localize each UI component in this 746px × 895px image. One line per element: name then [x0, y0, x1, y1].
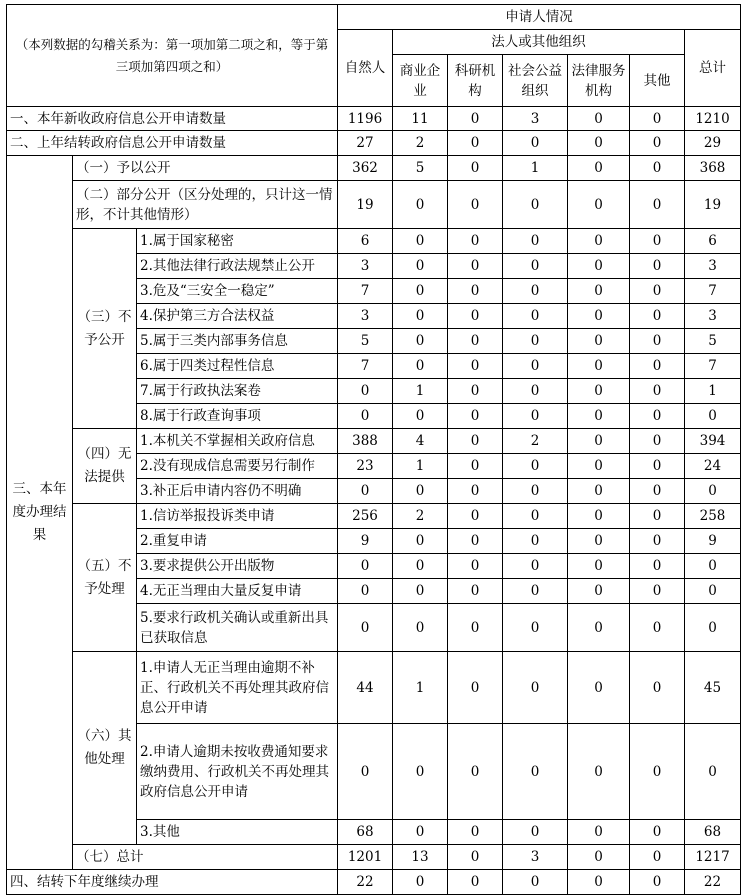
value-cell: 0: [448, 652, 503, 724]
value-cell: 0: [448, 529, 503, 554]
value-cell: 0: [568, 156, 630, 181]
row-label: （一）予以公开: [73, 156, 338, 181]
group-not-disclosed: （三）不予公开: [73, 229, 137, 429]
row-label: 1.属于国家秘密: [137, 229, 338, 254]
value-cell: 0: [568, 229, 630, 254]
value-cell: 0: [503, 652, 568, 724]
row-label: 2.重复申请: [137, 529, 338, 554]
value-cell: 0: [630, 304, 685, 329]
value-cell: 0: [503, 404, 568, 429]
value-cell: 0: [393, 404, 448, 429]
row-label: 4.保护第三方合法权益: [137, 304, 338, 329]
value-cell: 27: [338, 131, 393, 156]
value-cell: 0: [630, 504, 685, 529]
value-cell: 0: [568, 429, 630, 454]
value-cell: 0: [568, 181, 630, 229]
value-cell: 0: [338, 724, 393, 820]
value-cell: 7: [685, 279, 741, 304]
value-cell: 0: [503, 870, 568, 895]
value-cell: 0: [685, 724, 741, 820]
row-label: （二）部分公开（区分处理的，只计这一情形，不计其他情形）: [73, 181, 338, 229]
value-cell: 4: [393, 429, 448, 454]
value-cell: 0: [630, 820, 685, 845]
value-cell: 1196: [338, 107, 393, 131]
value-cell: 9: [338, 529, 393, 554]
value-cell: 0: [630, 554, 685, 579]
value-cell: 1210: [685, 107, 741, 131]
value-cell: 368: [685, 156, 741, 181]
value-cell: 0: [448, 479, 503, 504]
row-label: 1.申请人无正当理由逾期不补正、行政机关不再处理其政府信息公开申请: [137, 652, 338, 724]
value-cell: 0: [448, 107, 503, 131]
value-cell: 0: [503, 529, 568, 554]
value-cell: 5: [393, 156, 448, 181]
value-cell: 3: [338, 304, 393, 329]
value-cell: 0: [338, 404, 393, 429]
value-cell: 1: [503, 156, 568, 181]
value-cell: 0: [503, 254, 568, 279]
value-cell: 0: [448, 554, 503, 579]
header-other: 其他: [630, 55, 685, 107]
value-cell: 0: [503, 724, 568, 820]
header-note: （本列数据的勾稽关系为：第一项加第二项之和，等于第三项加第四项之和）: [7, 5, 338, 107]
group-not-processed: （五）不予处理: [73, 504, 137, 652]
value-cell: 13: [393, 845, 448, 870]
value-cell: 0: [448, 870, 503, 895]
row-label: 2.其他法律行政法规禁止公开: [137, 254, 338, 279]
value-cell: 0: [568, 454, 630, 479]
value-cell: 0: [568, 579, 630, 604]
value-cell: 0: [393, 870, 448, 895]
value-cell: 0: [630, 181, 685, 229]
value-cell: 0: [630, 454, 685, 479]
value-cell: 0: [448, 181, 503, 229]
section-handling-results: 三、本年度办理结果: [7, 156, 73, 870]
value-cell: 0: [448, 279, 503, 304]
value-cell: 0: [393, 304, 448, 329]
value-cell: 3: [685, 304, 741, 329]
table-row: [7, 156, 741, 181]
value-cell: 0: [630, 429, 685, 454]
value-cell: 29: [685, 131, 741, 156]
value-cell: 0: [630, 379, 685, 404]
value-cell: 0: [393, 604, 448, 652]
value-cell: 0: [448, 845, 503, 870]
value-cell: 5: [685, 329, 741, 354]
value-cell: 0: [393, 329, 448, 354]
value-cell: 0: [685, 479, 741, 504]
value-cell: 45: [685, 652, 741, 724]
value-cell: 256: [338, 504, 393, 529]
value-cell: 0: [503, 379, 568, 404]
value-cell: 5: [338, 329, 393, 354]
value-cell: 0: [503, 504, 568, 529]
value-cell: 0: [630, 529, 685, 554]
table-row: [7, 181, 741, 229]
value-cell: 0: [448, 604, 503, 652]
value-cell: 68: [338, 820, 393, 845]
value-cell: 0: [568, 279, 630, 304]
table-row: [7, 229, 741, 254]
value-cell: 68: [685, 820, 741, 845]
row-label: 8.属于行政查询事项: [137, 404, 338, 429]
row-label: 3.补正后申请内容仍不明确: [137, 479, 338, 504]
header-applicant-status: 申请人情况: [338, 5, 741, 30]
table-row: [7, 107, 741, 131]
row-label: 5.属于三类内部事务信息: [137, 329, 338, 354]
value-cell: 0: [568, 870, 630, 895]
value-cell: 1217: [685, 845, 741, 870]
value-cell: 0: [393, 554, 448, 579]
row-label: 3.其他: [137, 820, 338, 845]
value-cell: 0: [630, 156, 685, 181]
value-cell: 0: [393, 529, 448, 554]
row-label: 二、上年结转政府信息公开申请数量: [7, 131, 338, 156]
value-cell: 7: [338, 279, 393, 304]
value-cell: 0: [393, 354, 448, 379]
value-cell: 0: [630, 329, 685, 354]
value-cell: 258: [685, 504, 741, 529]
value-cell: 0: [448, 724, 503, 820]
value-cell: 0: [338, 554, 393, 579]
value-cell: 0: [568, 504, 630, 529]
value-cell: 0: [568, 529, 630, 554]
value-cell: 0: [393, 579, 448, 604]
value-cell: 0: [630, 131, 685, 156]
value-cell: 3: [503, 845, 568, 870]
value-cell: 0: [630, 724, 685, 820]
value-cell: 0: [393, 279, 448, 304]
value-cell: 0: [448, 404, 503, 429]
header-legal-person-group: 法人或其他组织: [393, 30, 685, 55]
value-cell: 0: [503, 279, 568, 304]
value-cell: 0: [630, 404, 685, 429]
value-cell: 7: [685, 354, 741, 379]
value-cell: 0: [630, 870, 685, 895]
value-cell: 0: [568, 131, 630, 156]
value-cell: 9: [685, 529, 741, 554]
value-cell: 19: [685, 181, 741, 229]
value-cell: 0: [393, 254, 448, 279]
header-social-welfare: 社会公益组织: [503, 55, 568, 107]
value-cell: 0: [503, 131, 568, 156]
value-cell: 0: [503, 604, 568, 652]
value-cell: 0: [338, 579, 393, 604]
value-cell: 0: [568, 379, 630, 404]
value-cell: 0: [448, 429, 503, 454]
table-row: [7, 845, 741, 870]
value-cell: 0: [568, 107, 630, 131]
value-cell: 0: [448, 454, 503, 479]
value-cell: 0: [568, 604, 630, 652]
value-cell: 2: [393, 504, 448, 529]
value-cell: 22: [338, 870, 393, 895]
value-cell: 0: [568, 652, 630, 724]
value-cell: 0: [503, 479, 568, 504]
row-label: 6.属于四类过程性信息: [137, 354, 338, 379]
value-cell: 0: [503, 329, 568, 354]
value-cell: 362: [338, 156, 393, 181]
value-cell: 0: [630, 229, 685, 254]
value-cell: 0: [630, 354, 685, 379]
value-cell: 44: [338, 652, 393, 724]
value-cell: 0: [685, 554, 741, 579]
value-cell: 0: [503, 354, 568, 379]
table-row: [7, 429, 741, 454]
value-cell: 0: [685, 579, 741, 604]
value-cell: 0: [503, 454, 568, 479]
header-research: 科研机构: [448, 55, 503, 107]
value-cell: 0: [338, 479, 393, 504]
value-cell: 0: [448, 304, 503, 329]
value-cell: 0: [338, 379, 393, 404]
value-cell: 0: [338, 604, 393, 652]
value-cell: 0: [630, 604, 685, 652]
value-cell: 24: [685, 454, 741, 479]
row-label: 2.申请人逾期未按收费通知要求缴纳费用、行政机关不再处理其政府信息公开申请: [137, 724, 338, 820]
value-cell: 0: [685, 404, 741, 429]
value-cell: 3: [685, 254, 741, 279]
row-label: 3.危及“三安全一稳定”: [137, 279, 338, 304]
row-label: 一、本年新收政府信息公开申请数量: [7, 107, 338, 131]
value-cell: 0: [448, 254, 503, 279]
value-cell: 0: [448, 354, 503, 379]
value-cell: 0: [568, 304, 630, 329]
value-cell: 0: [503, 181, 568, 229]
value-cell: 0: [568, 479, 630, 504]
row-label: 1.信访举报投诉类申请: [137, 504, 338, 529]
value-cell: 2: [503, 429, 568, 454]
value-cell: 0: [503, 229, 568, 254]
row-label: 3.要求提供公开出版物: [137, 554, 338, 579]
value-cell: 0: [448, 329, 503, 354]
value-cell: 0: [685, 604, 741, 652]
value-cell: 0: [448, 504, 503, 529]
header-legal-service: 法律服务机构: [568, 55, 630, 107]
value-cell: 0: [630, 652, 685, 724]
value-cell: 6: [685, 229, 741, 254]
table-row: [7, 652, 741, 724]
row-label: 2.没有现成信息需要另行制作: [137, 454, 338, 479]
gov-info-disclosure-table: [6, 4, 741, 895]
value-cell: 0: [568, 404, 630, 429]
value-cell: 0: [568, 724, 630, 820]
value-cell: 1: [393, 652, 448, 724]
value-cell: 0: [568, 845, 630, 870]
value-cell: 3: [338, 254, 393, 279]
value-cell: 0: [568, 820, 630, 845]
value-cell: 0: [393, 181, 448, 229]
row-label: 1.本机关不掌握相关政府信息: [137, 429, 338, 454]
value-cell: 0: [630, 107, 685, 131]
value-cell: 0: [568, 354, 630, 379]
value-cell: 0: [448, 579, 503, 604]
value-cell: 0: [393, 479, 448, 504]
value-cell: 0: [630, 845, 685, 870]
value-cell: 0: [568, 554, 630, 579]
value-cell: 0: [393, 820, 448, 845]
value-cell: 6: [338, 229, 393, 254]
value-cell: 0: [503, 579, 568, 604]
value-cell: 22: [685, 870, 741, 895]
header-commercial: 商业企业: [393, 55, 448, 107]
value-cell: 0: [393, 724, 448, 820]
table-row: [7, 504, 741, 529]
value-cell: 0: [568, 329, 630, 354]
header-natural-person: 自然人: [338, 30, 393, 107]
value-cell: 394: [685, 429, 741, 454]
table-row: [7, 131, 741, 156]
value-cell: 1: [685, 379, 741, 404]
value-cell: 1: [393, 379, 448, 404]
row-label: 7.属于行政执法案卷: [137, 379, 338, 404]
value-cell: 0: [448, 229, 503, 254]
value-cell: 23: [338, 454, 393, 479]
value-cell: 0: [393, 229, 448, 254]
group-cannot-provide: （四）无法提供: [73, 429, 137, 504]
table-row: [7, 870, 741, 895]
value-cell: 0: [630, 279, 685, 304]
row-label: 5.要求行政机关确认或重新出具已获取信息: [137, 604, 338, 652]
value-cell: 11: [393, 107, 448, 131]
value-cell: 0: [503, 554, 568, 579]
row-label: 四、结转下年度继续办理: [7, 870, 338, 895]
value-cell: 0: [448, 156, 503, 181]
header-total: 总计: [685, 30, 741, 107]
value-cell: 0: [630, 254, 685, 279]
value-cell: 1: [393, 454, 448, 479]
value-cell: 0: [448, 379, 503, 404]
value-cell: 0: [503, 820, 568, 845]
value-cell: 0: [448, 131, 503, 156]
value-cell: 1201: [338, 845, 393, 870]
group-other-handling: （六）其他处理: [73, 652, 137, 845]
value-cell: 0: [503, 304, 568, 329]
value-cell: 0: [630, 479, 685, 504]
value-cell: 2: [393, 131, 448, 156]
row-label: （七）总计: [73, 845, 338, 870]
value-cell: 3: [503, 107, 568, 131]
value-cell: 7: [338, 354, 393, 379]
value-cell: 0: [568, 254, 630, 279]
value-cell: 19: [338, 181, 393, 229]
value-cell: 0: [448, 820, 503, 845]
value-cell: 388: [338, 429, 393, 454]
value-cell: 0: [630, 579, 685, 604]
row-label: 4.无正当理由大量反复申请: [137, 579, 338, 604]
